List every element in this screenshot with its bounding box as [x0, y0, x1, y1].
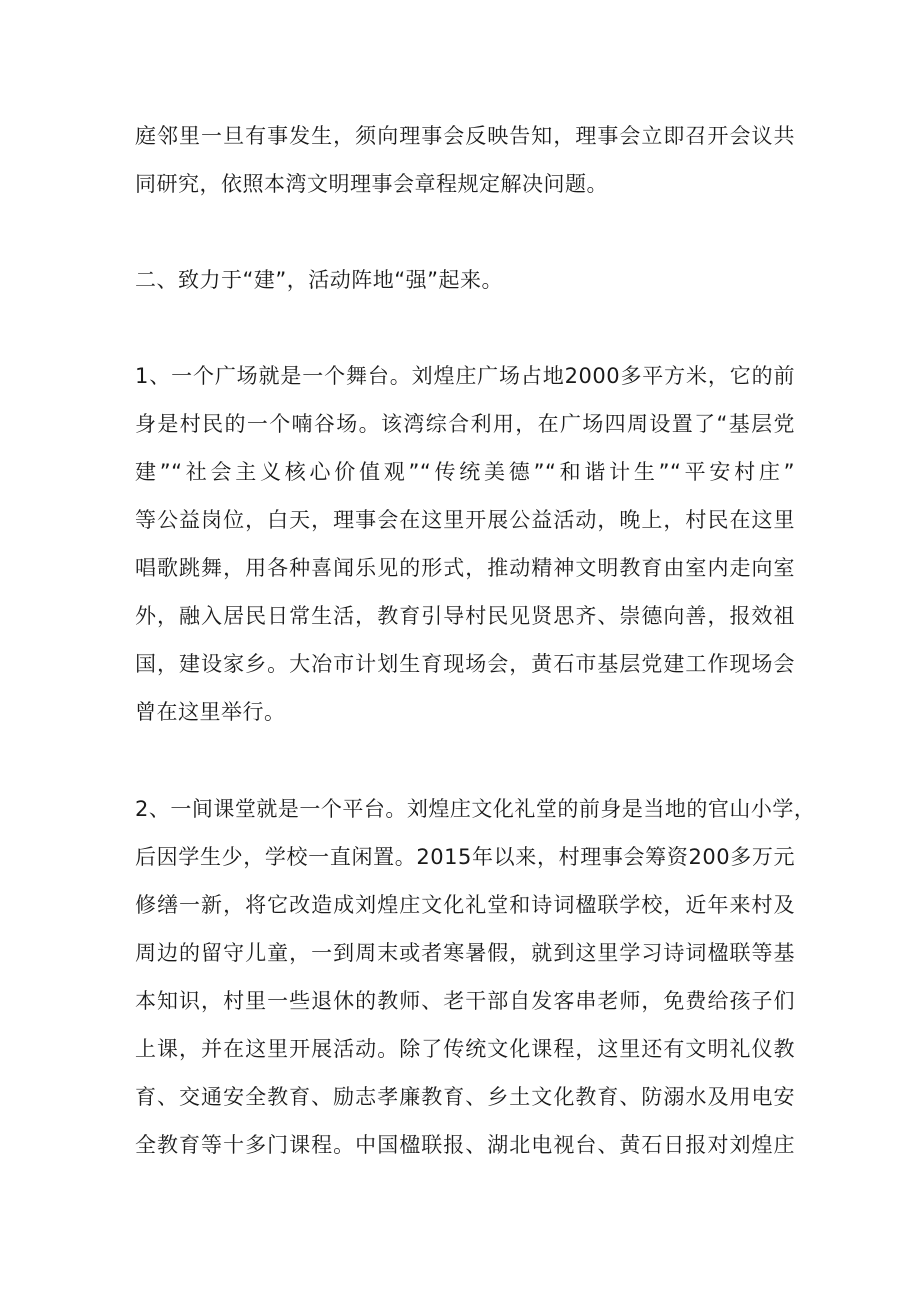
section-heading-text: 二、致力于“建”，活动阵地“强”起来。 [135, 268, 504, 292]
paragraph-line: 上课，并在这里开展活动。除了传统文化课程，这里还有文明礼仪教 [135, 1037, 795, 1061]
paragraph-line: 唱歌跳舞，用各种喜闻乐见的形式，推动精神文明教育由室内走向室 [135, 556, 795, 580]
paragraph-2 [135, 352, 795, 736]
paragraph-line: 身是村民的一个喃谷场。该湾综合利用，在广场四周设置了“基层党 [135, 412, 795, 436]
paragraph-line: 建”“社会主义核心价值观”“传统美德”“和谐计生”“平安村庄” [135, 460, 795, 484]
paragraph-line: 1、一个广场就是一个舞台。刘煌庄广场占地2000多平方米，它的前 [135, 364, 795, 388]
paragraph-line: 庭邻里一旦有事发生，须向理事会反映告知，理事会立即召开会议共 [135, 124, 795, 148]
paragraph-line: 本知识，村里一些退休的教师、老干部自发客串老师，免费给孩子们 [135, 989, 795, 1013]
paragraph-line: 全教育等十多门课程。中国楹联报、湖北电视台、黄石日报对刘煌庄 [135, 1133, 795, 1157]
paragraph-line: 外，融入居民日常生活，教育引导村民见贤思齐、崇德向善，报效祖 [135, 604, 795, 628]
paragraph-line: 同研究，依照本湾文明理事会章程规定解决问题。 [135, 172, 608, 196]
paragraph-line: 周边的留守儿童，一到周末或者寒暑假，就到这里学习诗词楹联等基 [135, 941, 795, 965]
paragraph-line: 2、一间课堂就是一个平台。刘煌庄文化礼堂的前身是当地的官山小学， [135, 797, 816, 821]
paragraph-line: 后因学生少，学校一直闲置。2015年以来，村理事会筹资200多万元 [135, 845, 795, 869]
paragraph-1 [135, 112, 795, 208]
paragraph-line: 修缮一新，将它改造成刘煌庄文化礼堂和诗词楹联学校，近年来村及 [135, 893, 795, 917]
paragraph-line: 等公益岗位，白天，理事会在这里开展公益活动，晚上，村民在这里 [135, 508, 795, 532]
paragraph-line: 曾在这里举行。 [135, 700, 286, 724]
paragraph-line: 育、交通安全教育、励志孝廉教育、乡土文化教育、防溺水及用电安 [135, 1085, 795, 1109]
section-heading [135, 256, 795, 304]
paragraph-3 [135, 785, 816, 1169]
paragraph-line: 国，建设家乡。大冶市计划生育现场会，黄石市基层党建工作现场会 [135, 652, 795, 676]
